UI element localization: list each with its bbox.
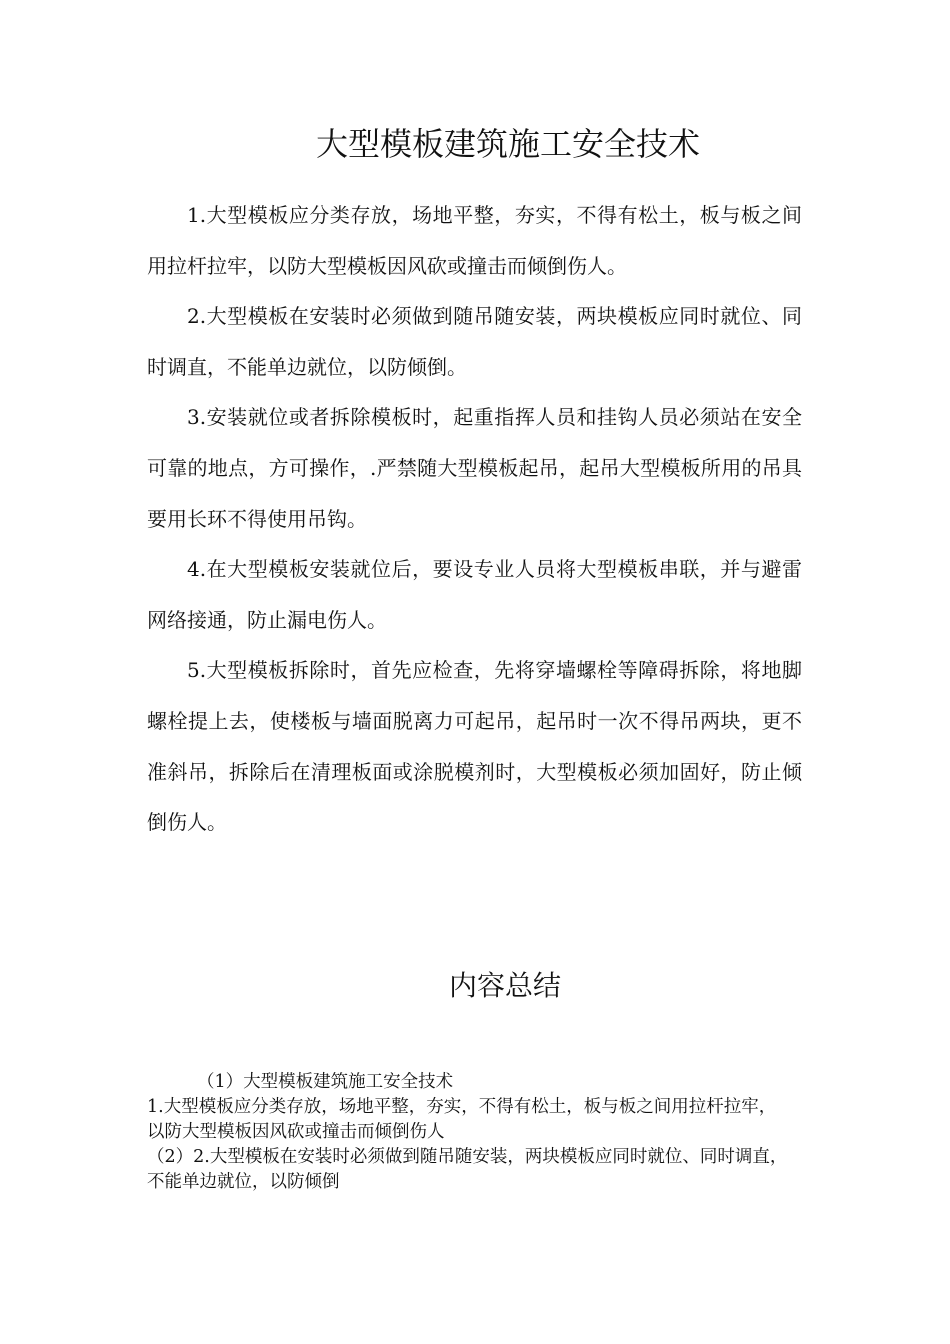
paragraph-3: 3.安装就位或者拆除模板时，起重指挥人员和挂钩人员必须站在安全可靠的地点，方可操作，.严禁随大型模板起吊，起吊大型模板所用的吊具要用长环不得使用吊钩。 bbox=[147, 405, 802, 531]
summary-section bbox=[147, 1070, 792, 1195]
paragraph-5: 5.大型模板拆除时，首先应检查，先将穿墙螺栓等障碍拆除，将地脚螺栓提上去，使楼板与墙面脱离力可起吊，起吊时一次不得吊两块，更不准斜吊，拆除后在清理板面或涂脱模剂时，大型模板必须加固好，防止倾倒伤人。 bbox=[147, 658, 802, 835]
summary-item-1-text: 1.大型模板应分类存放，场地平整，夯实，不得有松土，板与板之间用拉杆拉牢，以防大型模板因风砍或撞击而倾倒伤人 bbox=[147, 1097, 777, 1142]
paragraph-2: 2.大型模板在安装时必须做到随吊随安装，两块模板应同时就位、同时调直，不能单边就位，以防倾倒。 bbox=[147, 304, 802, 379]
summary-item-1-heading: （1）大型模板建筑施工安全技术 bbox=[197, 1072, 454, 1092]
paragraph-4: 4.在大型模板安装就位后，要设专业人员将大型模板串联，并与避雷网络接通，防止漏电伤人。 bbox=[147, 557, 802, 632]
document-title: 大型模板建筑施工安全技术 bbox=[315, 125, 700, 163]
summary-item-2-text: （2）2.大型模板在安装时必须做到随吊随安装，两块模板应同时就位、同时调直，不能单边就位，以防倾倒 bbox=[147, 1147, 788, 1192]
paragraph-1: 1.大型模板应分类存放，场地平整，夯实，不得有松土，板与板之间用拉杆拉牢，以防大型模板因风砍或撞击而倾倒伤人。 bbox=[147, 203, 802, 278]
summary-title: 内容总结 bbox=[448, 969, 561, 1002]
document-body bbox=[147, 190, 802, 848]
